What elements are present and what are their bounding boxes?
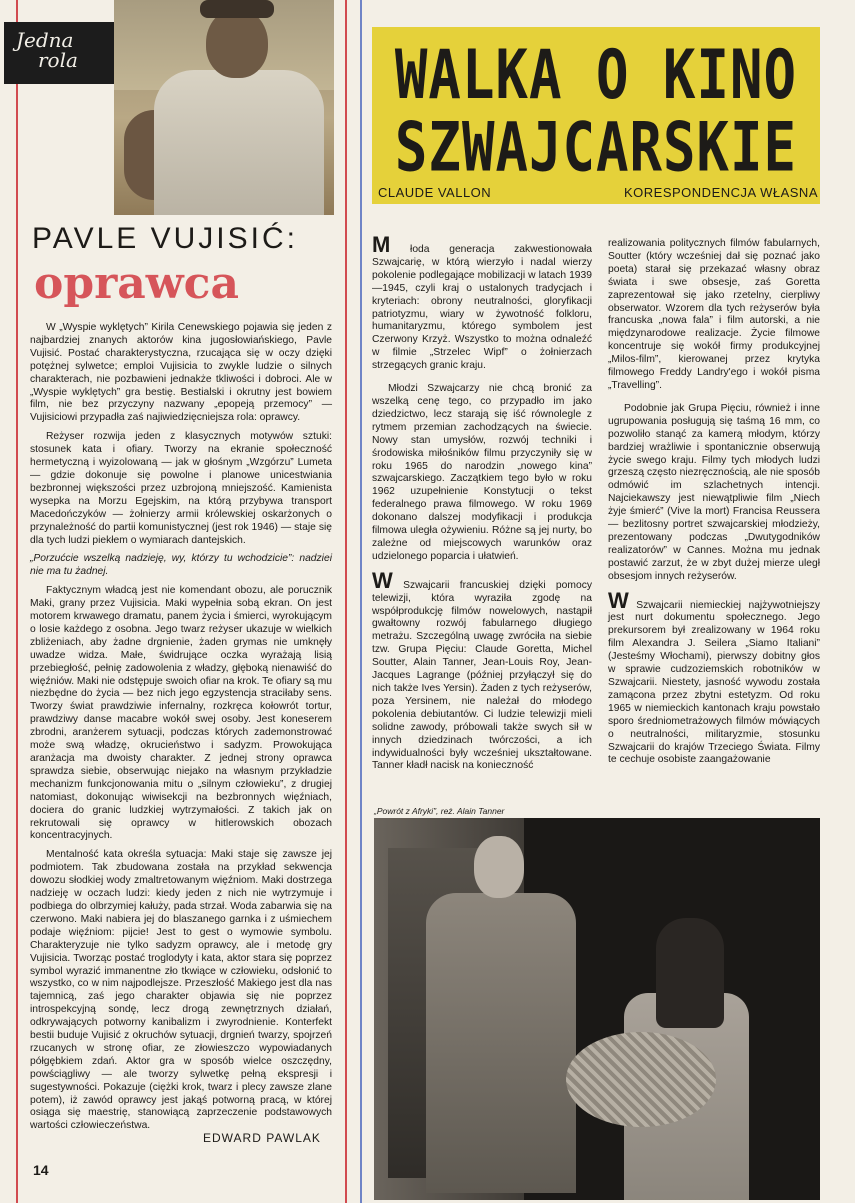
article-title <box>372 35 820 187</box>
col-b-text-3: Szwajcarii niemieckiej najżywotniejszy jest nurt dokumentu społecznego. Jego prekursorem był zrealizowany w 1964 roku film Alexandra J. Seilera „Siamo Italiani” (Jesteśmy Włochami), pierwszy dobitny głos w sprawie cudzoziemskich robotników w Szwajcarii. Niestety, jasność wywodu została zamącona przez zbytni estetyzm. Od roku 1965 w niemieckich kantonach kraju powstało sporo średniometrażowych filmów mówiących o neutralności, militaryzmie, stosunku Szwajcarii do krajów Trzeciego Świata. Filmy te cechuje osobiste zaangażowanie <box>608 599 820 766</box>
section-badge <box>4 22 114 84</box>
col-a-paragraph-1 <box>372 232 592 373</box>
left-paragraph-1: W „Wyspie wyklętych” Kirila Cenewskiego pojawia się jeden z najbardziej znanych aktorów kina jugosłowiańskiego, Pavle Vujisić. Postać charakterystyczna, rzucająca się w oczy dzięki potężnej sylwetce; emploi Vujisicia to zwykle ludzie o silnych charakterach, nie pozbawieni jednakże tkliwości i dobroci. Ale w „Wyspie wyklętych” gra bestię. Bestialski i okrutny jest bowiem film, nie bez przyczyny nazwany „epopeją przemocy” — Vujisiciowi przypadła zaś najiwiedzięcniejsza rola: oprawcy. <box>30 322 332 424</box>
left-quote: „Porzućcie wszelką nadzieję, wy, którzy tu wchodzicie”: nadziei nie ma tu żadnej. <box>30 553 332 578</box>
title-line-1: WALKA O KINO <box>394 35 798 114</box>
left-paragraph-2: Reżyser rozwija jeden z klasycznych motywów sztuki: stosunek kata i ofiary. Tworzy na ekranie społeczność hermetyczną i wyizolowaną — jak w głośnym „Wzgórzu” Lumeta — gdzie dokonuje się powolne i planowe unicestwiania bezbronnej większości przez uzbrojoną mniejszość. Kamienista wysepka na Morzu Egejskim, na którą przybywa transport Macedończyków — żołnierzy armii królewskiej oskarżonych o przynależność do partii komunistycznej (jest rok 1946) — staje się dla tych ludzi piekłem o wymiarach dantejskich. <box>30 431 332 546</box>
col-b-paragraph-3 <box>608 587 820 768</box>
article-headline-name: PAVLE VUJISIĆ: <box>32 222 298 255</box>
photo-caption: „Powrót z Afryki”, reż. Alain Tanner <box>374 806 505 816</box>
dropcap: M <box>372 232 391 257</box>
badge-line-2: rola <box>38 48 78 72</box>
page-number: 14 <box>33 1162 49 1178</box>
badge-line-1: Jedna <box>16 28 74 52</box>
col-b-paragraph-1: realizowania politycznych filmów fabularnych, Soutter (który wcześniej dał się poznać jako poeta) starał się przekazać własny obraz świata i swe obsesje, zaś Goretta zaprezentował się jako rzetelny, cierpliwy obserwator. Wzorem dla tych reżyserów była francuska „nowa fala” i film autorski, a nie międzynarodowe realizacje. Życie filmowe koncentruje się wokół firmy produkcyjnej „Milos-film”, kierowanej przez krytyka filmowego Freddy Landry'ego i wokół pisma „Travelling”. <box>608 238 820 391</box>
left-margin-rule <box>16 0 18 1203</box>
col-a-paragraph-3 <box>372 567 592 774</box>
right-column-b <box>608 238 820 777</box>
correspondence-label: KORESPONDENCJA WŁASNA <box>624 185 818 200</box>
dropcap: W <box>372 567 393 593</box>
col-a-paragraph-2: Młodzi Szwajcarzy nie chcą bronić za wszelką cenę tego, co przypadło im jako dziedzictwo, lecz starają się iść równolegle z rytmem przemian zachodzących na świecie. Nowy stan umysłów, rozwój techniki i środowiska miłośników filmu przyczyniły się w roku 1965 do narodzin „nowego kina” szwajcarskiego. Zaczątkiem tego było w roku 1962 uzupełnienie Konstytucji o tekst federalnego prawa filmowego. W roku 1969 dokonano dalszej modyfikacji i produkcja filmowa uległa ożywieniu. Różne są jej nurty, bo zależne od miejscowych warunków oraz udzielonego poparcia i ułatwień. <box>372 383 592 562</box>
film-still-photo <box>374 818 820 1200</box>
col-a-text-1: łoda generacja zakwestionowała Szwajcarię, w którą wierzyło i nadal wierzy pokolenie podlegające mobilizacji w latach 1939—1945, czyli kraj o ustalonych tradycjach i kryteriach: obrony neutralności, gloryfikacji patriotyzmu, wiary w żywotność folkloru, humanitaryzmu, którego symbolem jest Czerwony Krzyż. Wszystko to można odnaleźć w filmie „Strzelec Wipf” o żołnierzach strzegących granic kraju. <box>372 244 592 372</box>
dropcap: W <box>608 587 629 613</box>
left-byline: EDWARD PAWLAK <box>203 1131 321 1145</box>
col-a-text-3: Szwajcarii francuskiej dzięki pomocy telewizji, która wyraziła zgodę na współprodukcję filmów nowelowych, nastąpił gwałtowny rozwój fabularnego długiego metrażu. Szczególną uwagę zwróciła na siebie tzw. Grupa Pięciu: Claude Goretta, Michel Soutter, Alain Tanner, Jean-Louis Roy, Jean-Jacques Lagrange (później przyłączył się do nich także Ives Yersin). Żaden z tych reżyserów, poza Yersinem, nie należał do młodego pokolenia debiutantów. Ci ludzie telewizji mieli solidne zawody, próbowali także swych sił w innych dziedzinach twórczości, a ich indywidualności były wcześniej ukształtowane. Tanner kładł nacisk na konieczność <box>372 579 592 772</box>
title-line-2: SZWAJCARSKIE <box>394 107 798 187</box>
article-author: CLAUDE VALLON <box>378 185 492 200</box>
actor-photo <box>114 0 334 215</box>
right-column-a <box>372 232 592 783</box>
left-paragraph-4: Faktycznym władcą jest nie komendant obozu, ale porucznik Maki, grany przez Vujisicia. Maki wypełnia sobą ekran. On jest motorem krwawego dramatu, panem życia i śmierci, wyrokującym o losie każdego z osobna. Jego twarz reżyser ukazuje w wielkich zbliżeniach, aby żadne drgnienie, żaden grymas nie umknęły uwadze widza. Małe, świdrujące oczka wyrażają lisią przebiegłość, pełnię zadowolenia z władzy, głęboką nienawiść do więźniów. Maki nie odstępuje swoich ofiar na krok. Te ofiary są mu niezbędne do życia — bez nich jego egzystencja straciłaby sens. Tworzy świat prawdziwie infernalny, rozkręca kołowrót tortur, prawdziwy danse macabre wokół swej osoby. Jest koneserem zbrodni, aranżerem sytuacji, podczas których zademonstrować może swą władzę, okrucieństwo i sadyzm. Prowokująca aranżacja ma dwoisty charakter. Z jednej strony oprawca sprawdza siebie, obserwując niejako na własnym przykładzie mechanizm funkcjonowania mitu o „silnym człowieku”, z drugiej natomiast, dokonując wiwisekcji na bezbronnych więźniach, dociera do granic ludzkiej wytrzymałości. Z takich jak on rekrutowali się oprawcy w hitlerowskich obozach koncentracyjnych. <box>30 585 332 842</box>
column-divider-red <box>345 0 347 1203</box>
left-paragraph-5: Mentalność kata określa sytuacja: Maki staje się zawsze jej podmiotem. Tak zbudowana została na przykład sekwencja dowozu słodkiej wody zmaltretowanym więźniom. Maki dostrzega nadzieję w oczach ludzi: kiedy jeden z nich nie wytrzymuje i podbiega do olbrzymiej kałuży, pada strzał. Woda zabarwia się na czerwono. Maki nabiera jej do blaszanego garnka i z uśmiechem podaje więźniom: pijcie! Jest to gest o wymowie symbolu. Charakteryzuje nie tylko sadyzm oprawcy, ale i metodę gry Vujisicia. Tworząc postać troglodyty i kata, aktor stara się poprzez symbol wyrazić immanentne zło tkwiące w człowieku, odsłonić to wszystko, co w nim najpodlejsze. Przeszłość Makiego jest dla nas tajemnicą, zaś jego charakter objawia się nie poprzez introspekcyjną sondę, lecz drogą zewnętrznych działań, odkrywających potworny kanibalizm i zwyrodnienie. Konterfekt bestii buduje Vujisić z okruchów sytuacji, drgnień twarzy, spojrzeń rzucanych w stronę ofiar, ze złowieszczo wypowiadanych półgębkiem zdań. Aktor gra w sposób wielce oszczędny, powściągliwy — ale tworzy sylwetkę pełną ekspresji i sugestywności. Pokazuje (ciężki krok, twarz i plecy zawsze zlane potem), iż zawód oprawcy jest jakąś potworną pracą, w której osiąga się maestrię, stanowiącą zaprzeczenie podstawowych wartości człowieczeństwa. <box>30 849 332 1132</box>
col-b-paragraph-2: Podobnie jak Grupa Pięciu, również i inne ugrupowania posługują się taśmą 16 mm, co pozwoliło stanąć za kamerą młodym, którzy bardziej wrażliwie i spontanicznie obserwują życie swego kraju. Filmy tych młodych ludzi grzeszą często niezręcznością, ale nie sposób odmówić im szlachetnych intencji. Najciekawszy jest niewątpliwie film „Niech żyje śmierć” (Vive la mort) Francisa Reussera — bezlitosny portret szwajcarskiej młodzieży, prezentowany podczas „Dwutygodników realizatorów” w Cannes. Można mu jednak postawić zarzut, że w zbyt dużej mierze uległ obsesjom innych reżyserów. <box>608 402 820 582</box>
left-article-body <box>30 322 332 1139</box>
title-banner <box>372 27 820 204</box>
column-divider-blue <box>360 0 362 1203</box>
article-headline-role: oprawca <box>34 258 239 309</box>
